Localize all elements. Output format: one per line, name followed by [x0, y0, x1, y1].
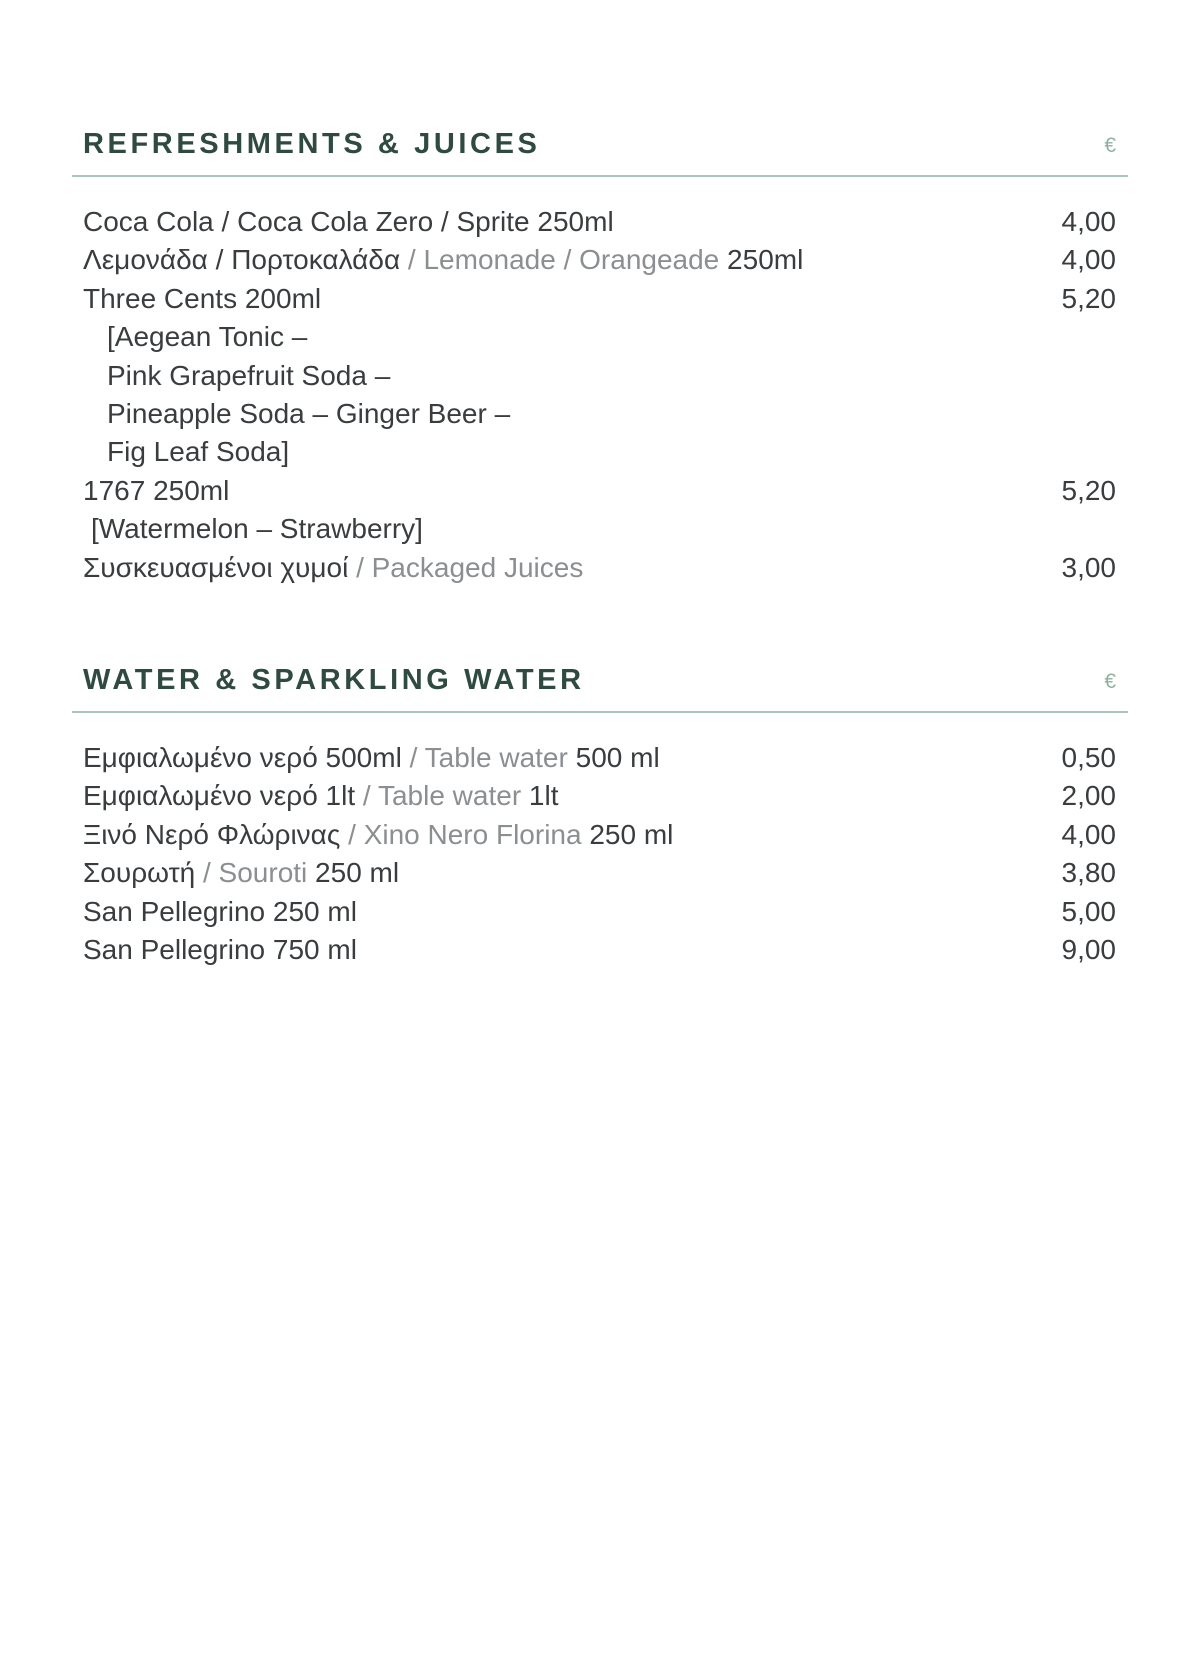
item-name-english: / Table water	[401, 742, 568, 773]
item-price: 5,20	[1061, 474, 1116, 506]
refreshments-juices-section	[72, 122, 1128, 587]
item-name-greek: Εμφιαλωμένο νερό 500ml	[83, 742, 402, 773]
item-name-english: / Souroti	[195, 857, 308, 889]
item-name: San Pellegrino 750 ml	[83, 933, 357, 965]
menu-item-list	[72, 739, 1128, 969]
item-name: Three Cents 200ml	[83, 282, 322, 314]
item-name-greek: Λεμονάδα / Πορτοκαλάδα	[83, 244, 401, 276]
currency-symbol: €	[1104, 134, 1116, 157]
item-size: 250 ml	[581, 818, 674, 850]
menu-item-variant	[72, 395, 1128, 433]
item-price: 5,20	[1061, 282, 1116, 314]
item-variant-text: [Aegean Tonic –	[107, 321, 308, 353]
section-title: WATER & SPARKLING WATER	[83, 664, 585, 696]
menu-item	[72, 203, 1128, 241]
menu-item	[72, 854, 1128, 892]
item-name-greek: Σουρωτή	[83, 857, 196, 889]
item-variant-text: [Watermelon – Strawberry]	[91, 513, 423, 545]
item-name	[83, 739, 660, 777]
menu-item	[72, 777, 1128, 815]
item-price: 5,00	[1061, 895, 1116, 927]
item-name-english: / Xino Nero Florina	[340, 818, 582, 850]
item-name: 1767 250ml	[83, 474, 230, 506]
item-price: 3,00	[1061, 551, 1116, 583]
item-size: 250ml	[719, 244, 804, 276]
water-sparkling-section	[72, 658, 1128, 969]
item-price: 0,50	[1061, 742, 1116, 773]
menu-item	[72, 280, 1128, 318]
item-variant-text: Pineapple Soda – Ginger Beer –	[107, 397, 511, 429]
item-name	[83, 854, 399, 892]
section-header	[72, 658, 1128, 713]
item-variant-text: Pink Grapefruit Soda –	[107, 359, 391, 391]
menu-item	[72, 549, 1128, 587]
menu-item-variant	[72, 510, 1128, 548]
item-size: 500 ml	[567, 742, 660, 773]
menu-item	[72, 472, 1128, 510]
menu-item-variant	[72, 357, 1128, 395]
section-header	[72, 122, 1128, 177]
menu-item	[72, 816, 1128, 854]
item-name	[83, 549, 583, 587]
item-name-english: / Table water	[355, 780, 522, 812]
menu-item-variant	[72, 318, 1128, 356]
menu-item-list	[72, 203, 1128, 587]
item-price: 3,80	[1061, 857, 1116, 889]
menu-item	[72, 739, 1128, 777]
menu-item	[72, 893, 1128, 931]
item-price: 4,00	[1061, 206, 1116, 237]
item-name	[83, 816, 673, 854]
item-variant-text: Fig Leaf Soda]	[107, 436, 290, 468]
item-name-english: / Packaged Juices	[348, 551, 584, 583]
menu-item	[72, 931, 1128, 969]
item-name-greek: Εμφιαλωμένο νερό 1lt	[83, 780, 356, 812]
item-name: Coca Cola / Coca Cola Zero / Sprite 250ml	[83, 206, 614, 237]
item-name: San Pellegrino 250 ml	[83, 895, 357, 927]
item-name	[83, 777, 559, 815]
item-name	[83, 241, 803, 279]
item-name-greek: Συσκευασμένοι χυμοί	[83, 551, 349, 583]
item-name-greek: Ξινό Νερό Φλώρινας	[83, 818, 341, 850]
menu-item	[72, 241, 1128, 279]
currency-symbol: €	[1104, 670, 1116, 693]
menu-item-variant	[72, 433, 1128, 471]
section-title: REFRESHMENTS & JUICES	[83, 128, 541, 160]
item-price: 4,00	[1061, 244, 1116, 276]
item-size: 1lt	[521, 780, 559, 812]
item-size: 250 ml	[307, 857, 400, 889]
item-price: 9,00	[1061, 933, 1116, 965]
item-price: 4,00	[1061, 818, 1116, 850]
item-price: 2,00	[1061, 780, 1116, 812]
item-name-english: / Lemonade / Orangeade	[400, 244, 720, 276]
